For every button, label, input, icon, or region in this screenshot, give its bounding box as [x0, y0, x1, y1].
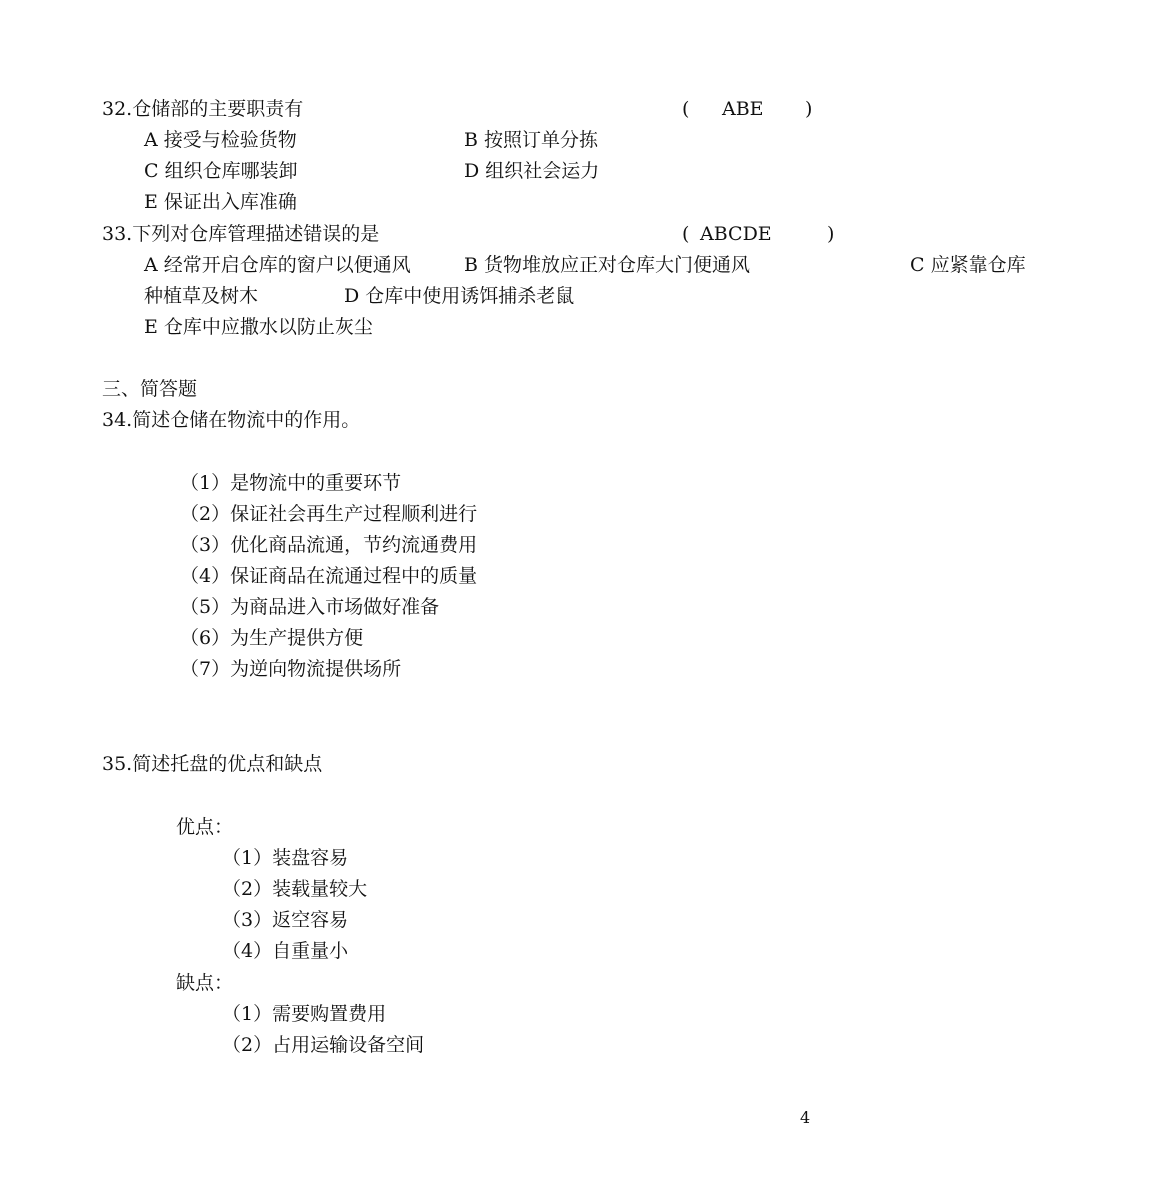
q33-option-d: D 仓库中使用诱饵捕杀老鼠 — [344, 285, 575, 307]
q35-question: 35.简述托盘的优点和缺点 — [102, 753, 323, 775]
q33-answer: ABCDE — [700, 223, 772, 245]
q34-answer-4: （4）保证商品在流通过程中的质量 — [180, 565, 478, 587]
q35-advantage-1: （1）装盘容易 — [222, 847, 349, 869]
q33-answer-open: ( — [682, 223, 690, 245]
q34-answer-1: （1）是物流中的重要环节 — [180, 472, 402, 494]
q33-option-e: E 仓库中应撒水以防止灰尘 — [144, 316, 373, 338]
q32-answer-close: ) — [805, 98, 813, 120]
page-number: 4 — [800, 1108, 811, 1127]
q35-advantage-4: （4）自重量小 — [222, 940, 349, 962]
q32-option-e: E 保证出入库准确 — [144, 191, 297, 213]
q35-advantage-3: （3）返空容易 — [222, 909, 349, 931]
q32-answer: ABE — [722, 98, 764, 120]
q33-option-b: B 货物堆放应正对仓库大门便通风 — [464, 254, 751, 276]
q32-option-c: C 组织仓库哪装卸 — [144, 160, 298, 182]
q32-question: 32.仓储部的主要职责有 — [102, 98, 304, 120]
q32-option-a: A 接受与检验货物 — [144, 129, 297, 151]
q32-option-b: B 按照订单分拣 — [464, 129, 599, 151]
q33-option-c-part1: C 应紧靠仓库 — [910, 254, 1026, 276]
q35-disadvantage-1: （1）需要购置费用 — [222, 1003, 387, 1025]
q34-answer-3: （3）优化商品流通，节约流通费用 — [180, 534, 478, 556]
q35-advantages-label: 优点： — [176, 816, 234, 838]
q32-answer-open: ( — [682, 98, 690, 120]
q35-disadvantage-2: （2）占用运输设备空间 — [222, 1034, 425, 1056]
q35-advantage-2: （2）装载量较大 — [222, 878, 368, 900]
q34-answer-7: （7）为逆向物流提供场所 — [180, 658, 402, 680]
q33-question: 33.下列对仓库管理描述错误的是 — [102, 223, 380, 245]
q33-option-a: A 经常开启仓库的窗户以便通风 — [144, 254, 411, 276]
q34-question: 34.简述仓储在物流中的作用。 — [102, 409, 361, 431]
q35-disadvantages-label: 缺点： — [176, 972, 234, 994]
q34-answer-2: （2）保证社会再生产过程顺利进行 — [180, 503, 478, 525]
q32-option-d: D 组织社会运力 — [464, 160, 600, 182]
q33-answer-close: ) — [827, 223, 835, 245]
q33-option-c-part2: 种植草及树木 — [144, 285, 259, 307]
q34-answer-5: （5）为商品进入市场做好准备 — [180, 596, 440, 618]
q34-answer-6: （6）为生产提供方便 — [180, 627, 364, 649]
section-heading: 三、简答题 — [102, 378, 198, 400]
